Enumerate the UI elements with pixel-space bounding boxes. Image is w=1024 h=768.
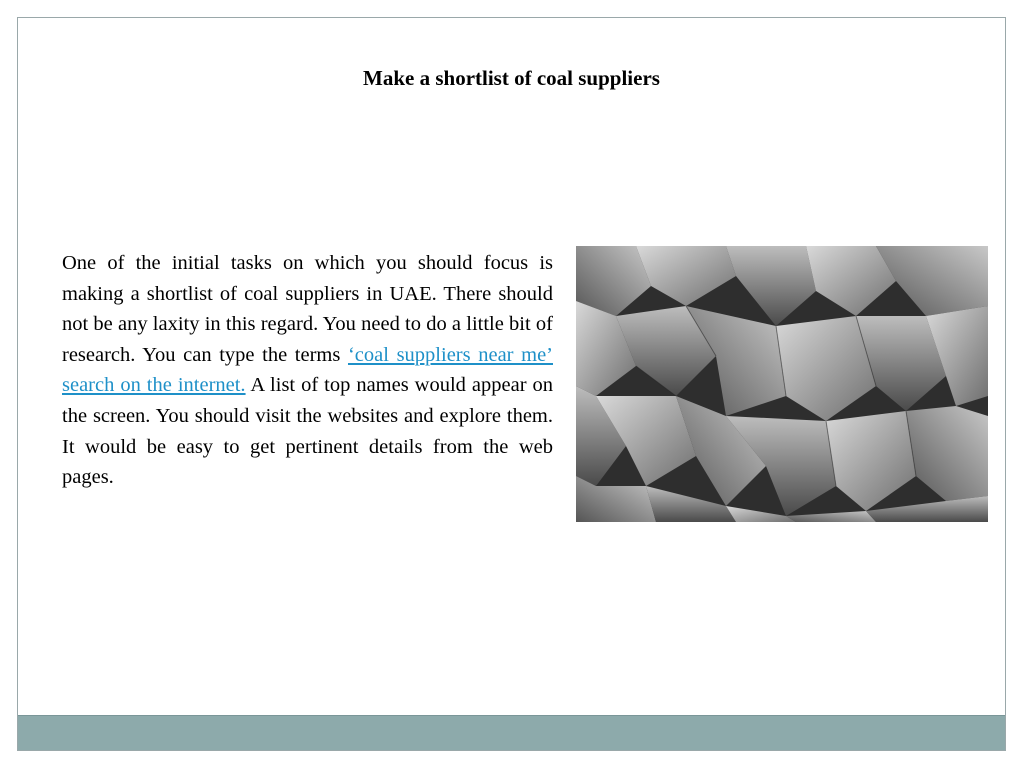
slide-title: Make a shortlist of coal suppliers: [363, 66, 660, 90]
coal-lumps-illustration: [576, 246, 988, 522]
coal-suppliers-search-link[interactable]: ‘coal suppliers near me’ search on the internet.: [62, 343, 553, 397]
body-paragraph: [62, 248, 553, 493]
paragraph-text-after-link: A list of top names would appear on the screen. You should visit the websites and explore them. It would be easy to get pertinent details from the web pages.: [62, 374, 553, 489]
paragraph-text-before-link: One of the initial tasks on which you should focus is making a shortlist of coal suppliers in UAE. There should not be any laxity in this regard. You need to do a little bit of research. You can type the terms: [62, 252, 553, 366]
coal-lumps-photo: [576, 246, 988, 522]
footer-bar: [18, 715, 1005, 750]
slide-frame: [17, 17, 1006, 751]
